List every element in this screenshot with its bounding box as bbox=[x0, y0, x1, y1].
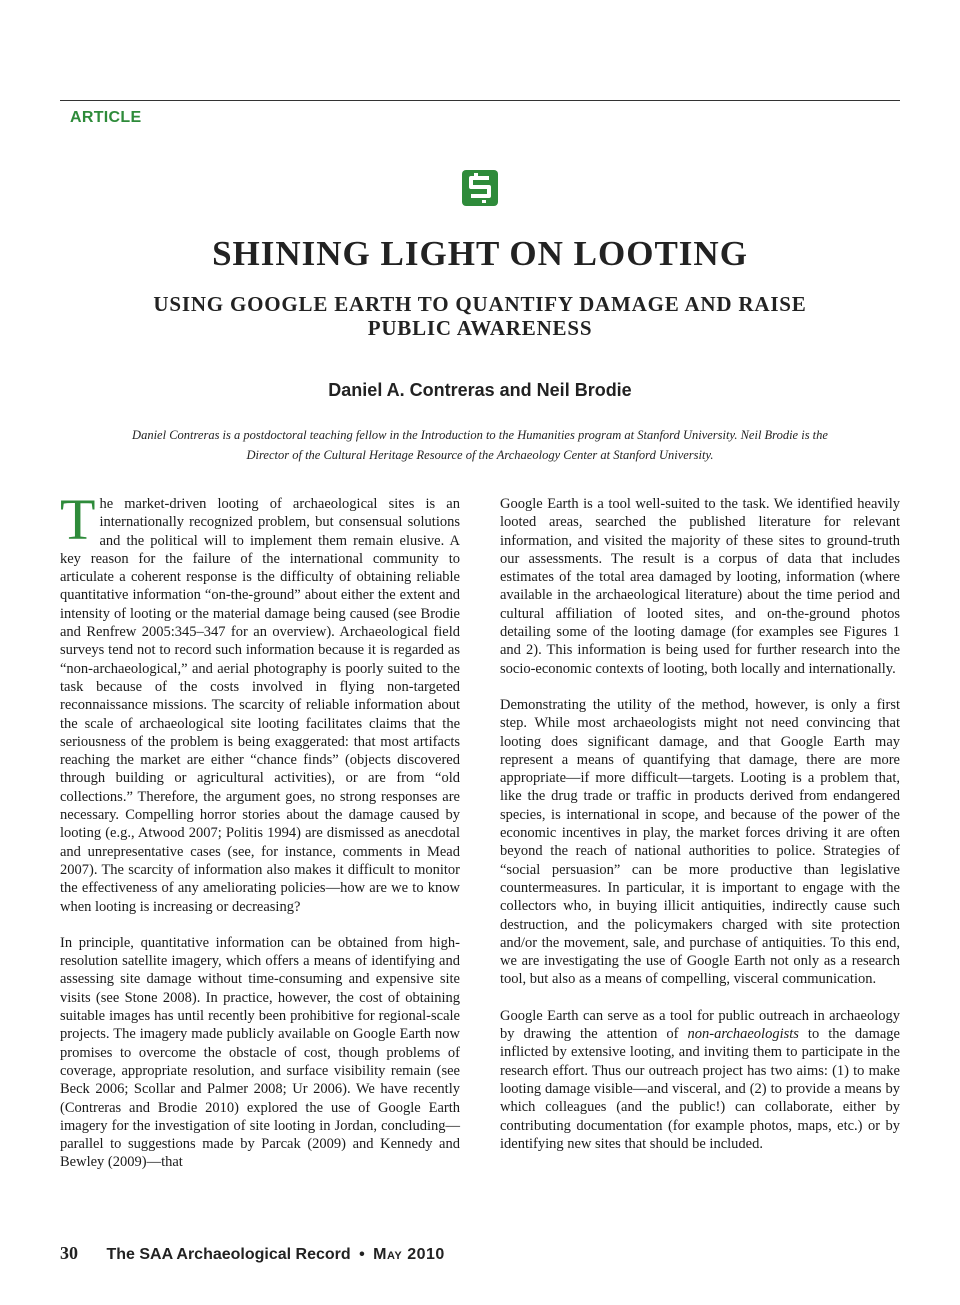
article-subtitle: USING GOOGLE EARTH TO QUANTIFY DAMAGE AND RAISE PUBLIC AWARENESS bbox=[153, 292, 807, 340]
paragraph-text: Google Earth can serve as a tool for public outreach in archaeology by drawing the attention of bbox=[500, 1007, 900, 1043]
left-column bbox=[60, 487, 460, 1172]
journal-name: The SAA Archaeological Record bbox=[106, 1246, 351, 1263]
paragraph: Google Earth is a tool well-suited to the task. We identified heavily looted areas, searched the published literature for relevant information, and visited the majority of these sites to ground-truth our assessments. The result is a corpus of data that includes estimates of the total area damaged by looting, information (where available in the archaeological literature) about the time period and cultural affiliation of looted sites, and on-the-ground photos detailing some of the looting damage (for examples see Figures 1 and 2). This information is being used for further research into the socio-economic contexts of looting, both locally and internationally. bbox=[500, 496, 900, 677]
issue-date: May 2010 bbox=[373, 1246, 445, 1263]
right-column bbox=[500, 495, 900, 1153]
saa-logo-icon bbox=[460, 168, 500, 208]
paragraph-text: to the damage inflicted by extensive looting, and inviting them to participate in the research effort. Thus our outreach project has two aims: (1) to make looting damage visible—and visceral, and (2) to provide a means by which colleagues (and the public!) can collaborate, either by contributing documentation (for example photos, maps, etc.) or by identifying new sites that should be included. bbox=[500, 1026, 900, 1152]
drop-cap: T bbox=[60, 487, 96, 552]
section-label: ARTICLE bbox=[70, 109, 142, 126]
bullet-separator: • bbox=[359, 1246, 365, 1263]
author-line: Daniel A. Contreras and Neil Brodie bbox=[328, 380, 632, 400]
paragraph: In principle, quantitative information can be obtained from high-resolution satellite imagery, which offers a means of identifying and assessing site damage without time-consuming and expensive site visits (see Stone 2008). In practice, however, the cost of obtaining suitable images has until recently been prohibitive for regional-scale projects. The imagery made publicly available on Google Earth now promises to overcome the obstacle of cost, though problems of coverage, appropriate resolution, and surface visibility remain (see Beck 2006; Scollar and Palmer 2008; Ur 2006). We have recently (Contreras and Brodie 2010) explored the use of Google Earth imagery for the investigation of site looting in Jordan, concluding—parallel to suggestions made by Parcak (2009) and Kennedy and Bewley (2009)—that bbox=[60, 934, 460, 1171]
paragraph bbox=[60, 487, 460, 916]
author-bio: Daniel Contreras is a postdoctoral teaching fellow in the Introduction to the Humanities program at Stanford University. Neil Brodie is the Director of the Cultural Heritage Resource of the Archaeology Center at Stanford University. bbox=[132, 428, 828, 462]
header-rule bbox=[60, 100, 900, 101]
page-footer bbox=[60, 1243, 445, 1264]
article-title: SHINING LIGHT ON LOOTING bbox=[212, 234, 748, 273]
paragraph-text: he market-driven looting of archaeological sites is an internationally recognized problem, but consensual solutions and the political will to implement them remain elusive. A key reason for the failure of the international community to articulate a coherent response is the difficulty of obtaining reliable quantitative information “on-the-ground” about either the extent and intensity of looting or the material damage being caused (see Brodie and Renfrew 2005:345–347 for an overview). Archaeological field surveys tend not to record such information because it is regarded as “non-archaeological,” and aerial photography is poorly suited to the task because of the costs involved in flying non-targeted reconnaissance missions. The scarcity of reliable information about the scale of archaeological site looting facilitates claims that the seriousness of the problem is being exaggerated: that most artifacts reaching the market are either “chance finds” (objects discovered through building or agricultural activities), or are from “old collections.” Therefore, the argument goes, no strong responses are necessary. Compelling horror stories about the damage caused by looting (e.g., Atwood 2007; Politis 1994) are dismissed as anecdotal and unrepresentative cases (see, for instance, comments in Mead 2007). The scarcity of information also makes it difficult to monitor the effectiveness of any ameliorating policies—how are we to know when looting is increasing or decreasing? bbox=[60, 496, 460, 915]
paragraph: Demonstrating the utility of the method, however, is only a first step. While most archaeologists might not need convincing that looting does significant damage, and that Google Earth may represent a means of quantifying that damage, there are more appropriate—if more difficult—targets. Looting is a problem that, like the drug trade or traffic in products derived from endangered species, is international in scope, and because of the power of the economic incentives in play, the market forces driving it are often beyond the reach of national authorities to police. Strategies of “social persuasion” can be more productive than legislative countermeasures. In particular, it is important to engage with the collectors who, in buying illicit antiquities, indirectly cause such destruction, and the policymakers charged with site protection and/or the movement, sale, and purchase of antiquities. To this end, we are investigating the use of Google Earth not only as a research tool, but also as a means of compelling, visceral communication. bbox=[500, 696, 900, 988]
page-number: 30 bbox=[60, 1243, 78, 1263]
emphasis-text: non-archaeologists bbox=[687, 1026, 799, 1043]
paragraph bbox=[500, 1007, 900, 1153]
